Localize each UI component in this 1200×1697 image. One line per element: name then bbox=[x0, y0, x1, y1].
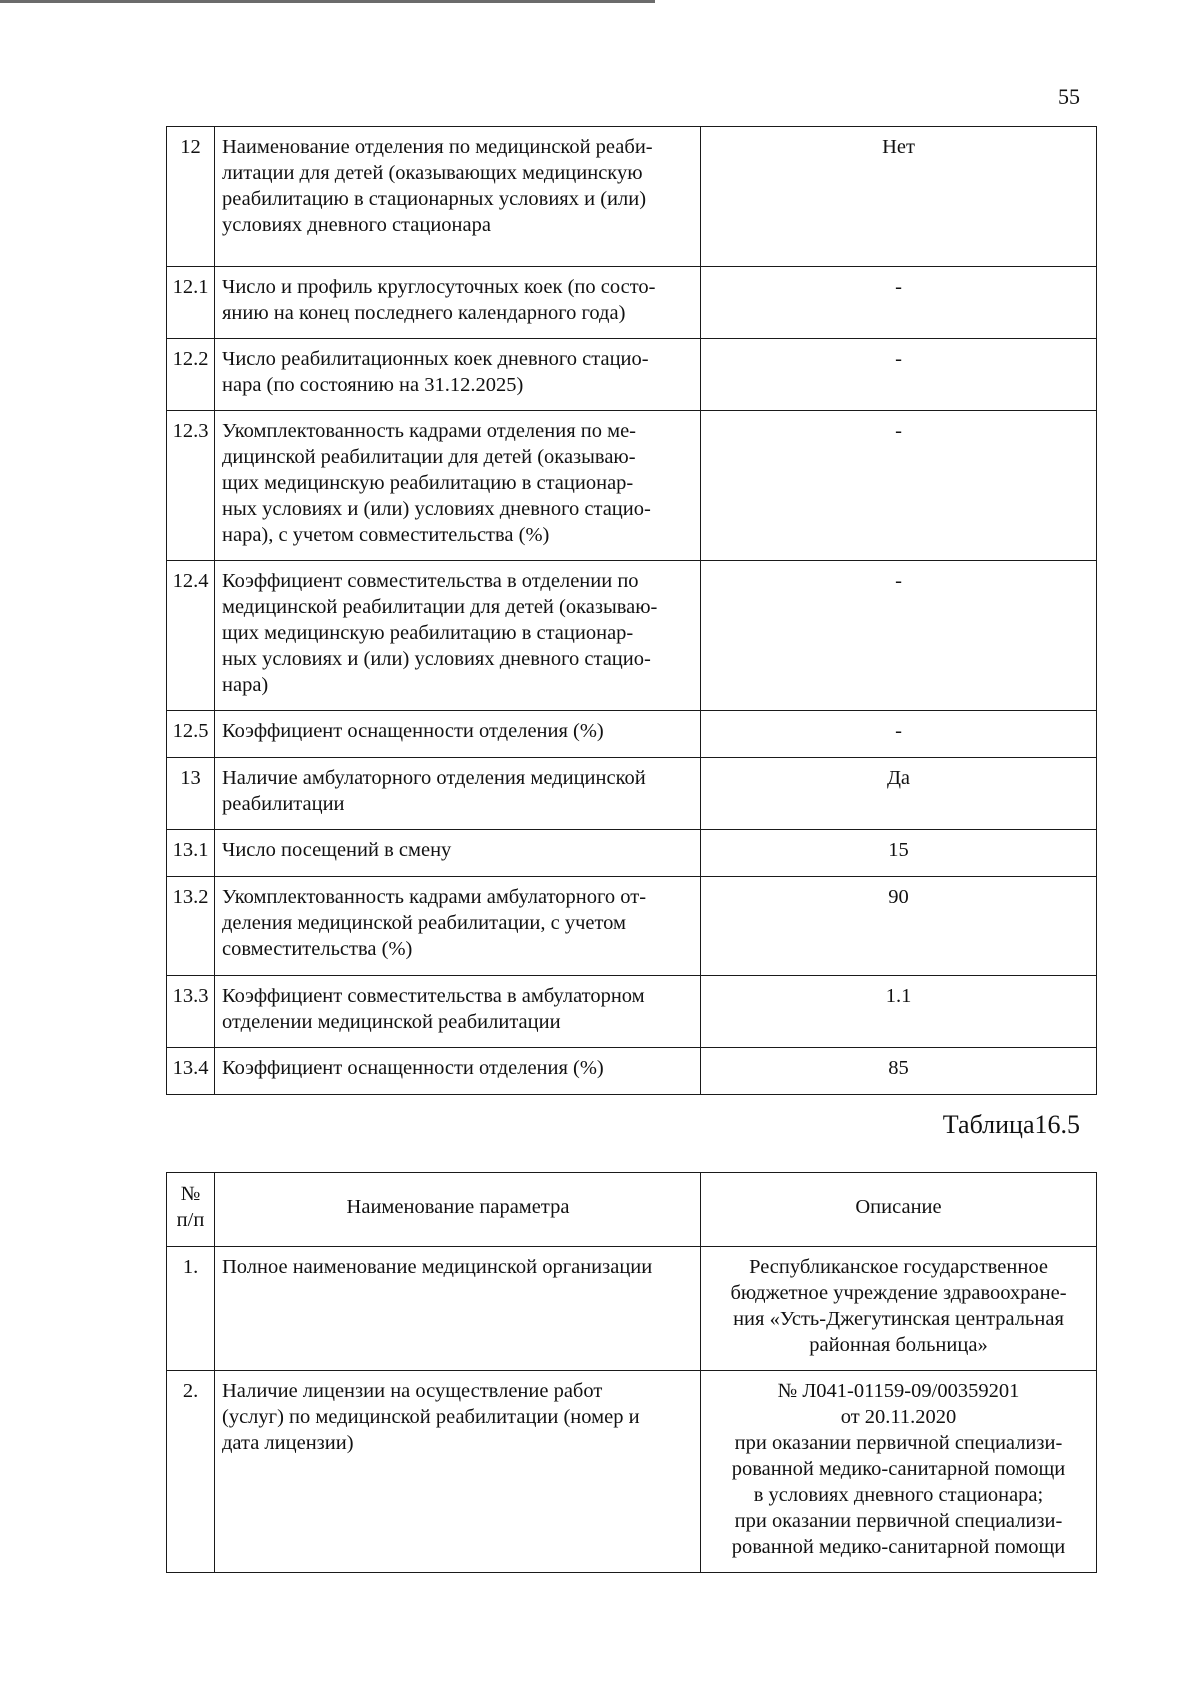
row-number: 13.3 bbox=[167, 976, 215, 1048]
row-number: 1. bbox=[167, 1247, 215, 1371]
table-row bbox=[167, 339, 1097, 411]
table-row bbox=[167, 976, 1097, 1048]
parameter-name: Наличие лицензии на осуществление работ (услуг) по медицинской реабилитации (номер и дата лицензии) bbox=[215, 1371, 701, 1573]
parameter-name: Наличие амбулаторного отделения медицинской реабилитации bbox=[215, 758, 701, 830]
parameter-name: Число посещений в смену bbox=[215, 830, 701, 877]
parameter-value: 1.1 bbox=[701, 976, 1097, 1048]
parameter-name: Полное наименование медицинской организации bbox=[215, 1247, 701, 1371]
parameter-value: Да bbox=[701, 758, 1097, 830]
table-row bbox=[167, 127, 1097, 267]
row-number: 12.4 bbox=[167, 561, 215, 711]
row-number: 12 bbox=[167, 127, 215, 267]
header-parameter-name: Наименование параметра bbox=[215, 1173, 701, 1247]
organization-info-table bbox=[166, 1172, 1097, 1573]
parameter-name: Коэффициент оснащенности отделения (%) bbox=[215, 711, 701, 758]
parameter-value: 85 bbox=[701, 1048, 1097, 1095]
parameter-value: - bbox=[701, 267, 1097, 339]
table-row bbox=[167, 758, 1097, 830]
table-header-row bbox=[167, 1173, 1097, 1247]
parameter-value: 90 bbox=[701, 877, 1097, 976]
header-number: № п/п bbox=[167, 1173, 215, 1247]
table-row bbox=[167, 830, 1097, 877]
row-number: 12.5 bbox=[167, 711, 215, 758]
rehabilitation-parameters-table bbox=[166, 126, 1097, 1095]
row-number: 13.1 bbox=[167, 830, 215, 877]
parameter-value: - bbox=[701, 411, 1097, 561]
row-number: 13 bbox=[167, 758, 215, 830]
parameter-name: Коэффициент оснащенности отделения (%) bbox=[215, 1048, 701, 1095]
parameter-value: Республиканское государственное бюджетное учреждение здравоохране- ния «Усть-Джегутинская центральная районная больница» bbox=[701, 1247, 1097, 1371]
parameter-name: Наименование отделения по медицинской реаби- литации для детей (оказывающих медицинскую реабилитацию в стационарных условиях и (или) условиях дневного стационара bbox=[215, 127, 701, 267]
parameter-name: Число реабилитационных коек дневного стацио- нара (по состоянию на 31.12.2025) bbox=[215, 339, 701, 411]
parameter-value: - bbox=[701, 711, 1097, 758]
parameter-name: Укомплектованность кадрами отделения по ме- дицинской реабилитации для детей (оказываю- щих медицинскую реабилитацию в стационар- ных условиях и (или) условиях дневного стацио- нара), с учетом совместительства (%) bbox=[215, 411, 701, 561]
table-caption: Таблица16.5 bbox=[942, 1110, 1080, 1139]
table-row bbox=[167, 711, 1097, 758]
parameter-value: Нет bbox=[701, 127, 1097, 267]
row-number: 12.1 bbox=[167, 267, 215, 339]
row-number: 2. bbox=[167, 1371, 215, 1573]
row-number: 12.3 bbox=[167, 411, 215, 561]
parameter-value: № Л041-01159-09/00359201 от 20.11.2020 при оказании первичной специализи- рованной медико-санитарной помощи в условиях дневного стационара; при оказании первичной специализи- рованной медико-санитарной помощи bbox=[701, 1371, 1097, 1573]
header-description: Описание bbox=[701, 1173, 1097, 1247]
table-row bbox=[167, 561, 1097, 711]
parameter-value: - bbox=[701, 339, 1097, 411]
table-row bbox=[167, 1048, 1097, 1095]
table-row bbox=[167, 411, 1097, 561]
page-number: 55 bbox=[1058, 84, 1080, 109]
parameter-name: Коэффициент совместительства в отделении по медицинской реабилитации для детей (оказываю- щих медицинскую реабилитацию в стационар- ных условиях и (или) условиях дневного стацио- нара) bbox=[215, 561, 701, 711]
row-number: 13.2 bbox=[167, 877, 215, 976]
scan-edge-line bbox=[0, 0, 655, 3]
row-number: 12.2 bbox=[167, 339, 215, 411]
table-row bbox=[167, 877, 1097, 976]
table-row bbox=[167, 267, 1097, 339]
parameter-name: Коэффициент совместительства в амбулаторном отделении медицинской реабилитации bbox=[215, 976, 701, 1048]
row-number: 13.4 bbox=[167, 1048, 215, 1095]
parameter-value: 15 bbox=[701, 830, 1097, 877]
table-row bbox=[167, 1371, 1097, 1573]
table-row bbox=[167, 1247, 1097, 1371]
parameter-name: Укомплектованность кадрами амбулаторного от- деления медицинской реабилитации, с учетом совместительства (%) bbox=[215, 877, 701, 976]
parameter-name: Число и профиль круглосуточных коек (по состо- янию на конец последнего календарного года) bbox=[215, 267, 701, 339]
parameter-value: - bbox=[701, 561, 1097, 711]
